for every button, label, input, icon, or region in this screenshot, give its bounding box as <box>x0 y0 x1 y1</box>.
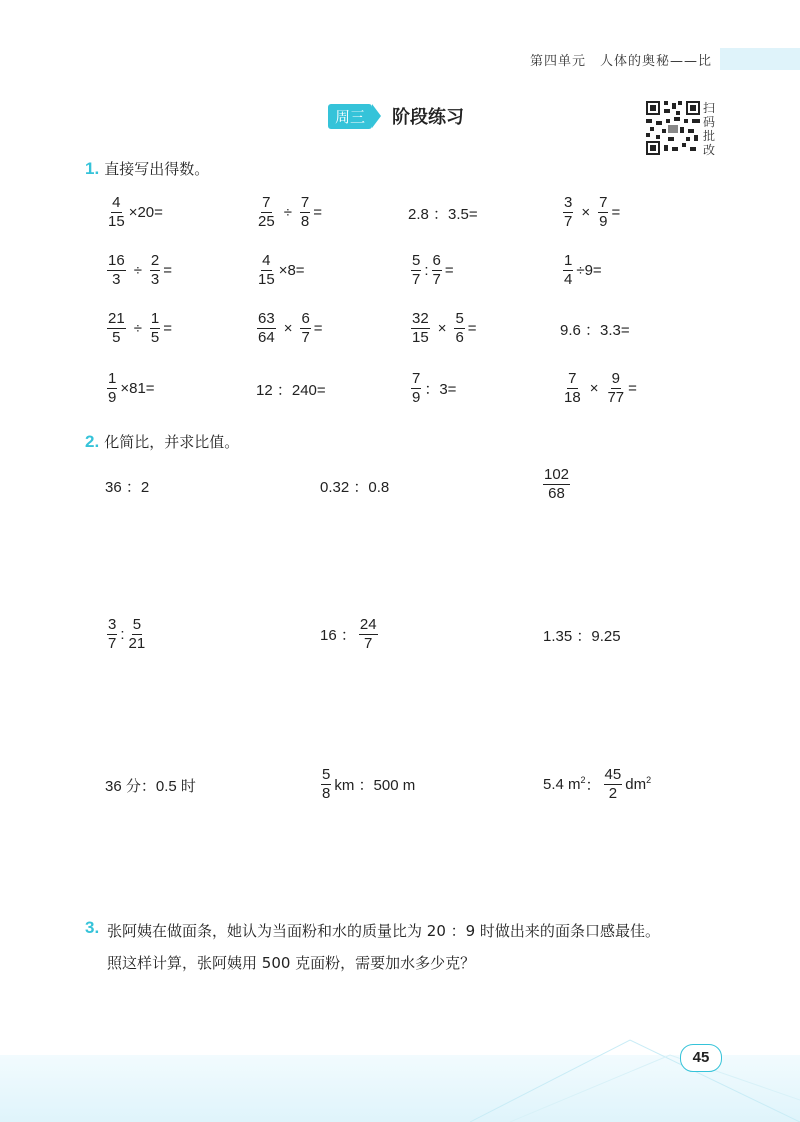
denominator: 7 <box>412 271 421 288</box>
fraction <box>543 467 570 502</box>
operator: : <box>120 626 125 643</box>
numerator: 45 <box>604 766 622 783</box>
fraction <box>300 311 310 346</box>
fraction <box>411 311 430 346</box>
exercise-item: 12 ：240= <box>256 382 326 399</box>
denominator: 77 <box>607 389 625 406</box>
equals-sign: = <box>444 262 454 279</box>
numerator: 7 <box>412 370 421 387</box>
qr-code-icon[interactable] <box>646 101 700 155</box>
footer-decoration <box>470 1030 800 1122</box>
exercise-item <box>318 767 415 802</box>
exercise-item: 9.6 ：3.3= <box>560 322 630 339</box>
exercise-item <box>408 371 456 406</box>
operator: × <box>437 320 447 337</box>
day-tag: 周三 <box>328 104 372 129</box>
fraction <box>107 371 117 406</box>
superscript: 2 <box>580 774 586 785</box>
header-accent-bar <box>720 48 800 70</box>
exercise-item <box>104 617 149 652</box>
numerator: 3 <box>564 194 573 211</box>
operator: ： <box>585 777 601 794</box>
exercise-item <box>104 371 155 406</box>
numerator: 32 <box>412 310 429 327</box>
exercise-item: 2.8 ：3.5= <box>408 206 478 223</box>
numerator: 5 <box>132 616 142 633</box>
exercise-item: 36 ：2 <box>105 479 150 496</box>
equals-sign: = <box>163 262 173 279</box>
fraction <box>128 617 147 652</box>
fraction <box>107 195 126 230</box>
equals-sign: = <box>611 204 621 221</box>
numerator: 7 <box>300 194 310 211</box>
qr-label-char: 改 <box>703 143 716 157</box>
equals-sign: = <box>163 320 173 337</box>
exercise-item <box>560 253 602 288</box>
denominator: 7 <box>108 635 117 652</box>
denominator: 64 <box>258 329 275 346</box>
operator: ÷ <box>283 204 292 221</box>
fraction <box>604 767 623 802</box>
denominator: 5 <box>150 329 160 346</box>
expression-text: ：3= <box>424 381 457 398</box>
denominator: 15 <box>108 213 125 230</box>
numerator: 9 <box>611 370 620 387</box>
question-text-line: 照这样计算，张阿姨用 500 克面粉，需要加水多少克？ <box>107 954 476 972</box>
qr-label-char: 扫 <box>703 101 716 115</box>
denominator: 3 <box>150 271 160 288</box>
question-number: 1. <box>85 159 100 178</box>
expression-text: ÷9= <box>576 262 602 279</box>
numerator: 7 <box>262 194 271 211</box>
question-number: 3. <box>85 918 100 937</box>
fraction <box>563 195 573 230</box>
expression-text: ×8= <box>278 262 305 279</box>
expression-text: 5.4 m <box>543 776 581 793</box>
numerator: 5 <box>322 766 331 783</box>
qr-label <box>703 101 717 157</box>
numerator: 63 <box>258 310 275 327</box>
fraction <box>432 253 442 288</box>
numerator: 1 <box>564 252 573 269</box>
numerator: 24 <box>359 616 377 633</box>
exercise-item <box>560 371 637 406</box>
fraction <box>563 253 573 288</box>
denominator: 21 <box>128 635 146 652</box>
exercise-item: 36 分：0.5 时 <box>105 778 196 795</box>
denominator: 25 <box>258 213 275 230</box>
fraction <box>257 253 276 288</box>
equals-sign: = <box>313 204 323 221</box>
denominator: 7 <box>301 329 310 346</box>
fraction <box>300 195 310 230</box>
numerator: 16 <box>108 252 125 269</box>
numerator: 1 <box>150 310 160 327</box>
unit-title: 第四单元 人体的奥秘——比 <box>529 54 712 69</box>
denominator: 2 <box>608 785 618 802</box>
equals-sign: = <box>467 320 477 337</box>
numerator: 4 <box>112 194 121 211</box>
exercise-item <box>254 311 323 346</box>
fraction <box>321 767 331 802</box>
operator: × <box>283 320 293 337</box>
denominator: 15 <box>412 329 429 346</box>
fraction <box>606 371 625 406</box>
fraction <box>598 195 608 230</box>
exercise-item <box>543 767 651 802</box>
expression-text: 16 ： <box>320 627 356 644</box>
exercise-item <box>104 195 163 230</box>
page-number: 45 <box>680 1044 722 1072</box>
fraction <box>411 371 421 406</box>
numerator: 7 <box>568 370 577 387</box>
qr-label-char: 批 <box>703 129 716 143</box>
fraction <box>411 253 421 288</box>
denominator: 8 <box>322 785 331 802</box>
numerator: 5 <box>412 252 421 269</box>
exercise-item <box>408 253 454 288</box>
equals-sign: = <box>628 380 637 397</box>
numerator: 2 <box>150 252 160 269</box>
expression-text: ×81= <box>120 380 155 397</box>
equals-sign: = <box>313 320 323 337</box>
operator: ÷ <box>133 262 142 279</box>
denominator: 8 <box>300 213 310 230</box>
question-3-text <box>107 915 727 979</box>
question-1-heading <box>85 158 209 179</box>
denominator: 9 <box>412 389 421 406</box>
denominator: 68 <box>548 485 565 502</box>
question-3-number-wrap <box>85 918 99 938</box>
numerator: 7 <box>599 194 608 211</box>
question-text: 直接写出得数。 <box>104 160 210 178</box>
exercise-item <box>104 311 172 346</box>
fraction <box>150 311 160 346</box>
superscript: 2 <box>646 774 652 785</box>
exercise-item <box>560 195 620 230</box>
denominator: 7 <box>364 635 373 652</box>
exercise-item <box>104 253 172 288</box>
fraction <box>454 311 464 346</box>
fraction <box>563 371 582 406</box>
exercise-item: 0.32 ：0.8 <box>320 479 390 496</box>
fraction <box>150 253 160 288</box>
denominator: 7 <box>432 271 441 288</box>
exercise-item: 1.35 ：9.25 <box>543 628 621 645</box>
expression-text: ×20= <box>128 204 163 221</box>
numerator: 21 <box>108 310 125 327</box>
question-text-line: 张阿姨在做面条，她认为当面粉和水的质量比为 20 ：9 时做出来的面条口感最佳。 <box>107 922 660 940</box>
denominator: 5 <box>112 329 121 346</box>
denominator: 9 <box>108 389 117 406</box>
fraction <box>257 311 276 346</box>
question-text: 化简比，并求比值。 <box>104 433 240 451</box>
exercise-item <box>540 467 573 502</box>
numerator: 102 <box>544 466 570 483</box>
exercise-item <box>254 253 305 288</box>
denominator: 3 <box>112 271 121 288</box>
denominator: 4 <box>564 271 573 288</box>
denominator: 6 <box>455 329 464 346</box>
denominator: 15 <box>258 271 275 288</box>
denominator: 7 <box>564 213 573 230</box>
fraction <box>107 311 126 346</box>
qr-label-char: 码 <box>703 115 716 129</box>
operator: × <box>581 204 591 221</box>
question-2-heading <box>85 431 239 452</box>
exercise-item <box>408 311 477 346</box>
fraction <box>107 617 117 652</box>
section-title <box>328 103 464 129</box>
operator: × <box>589 380 599 397</box>
numerator: 1 <box>108 370 117 387</box>
page-title: 阶段练习 <box>392 107 465 128</box>
denominator: 9 <box>599 213 608 230</box>
fraction <box>107 253 126 288</box>
numerator: 4 <box>262 252 271 269</box>
numerator: 3 <box>108 616 117 633</box>
numerator: 5 <box>455 310 464 327</box>
fraction <box>257 195 276 230</box>
exercise-item <box>254 195 322 230</box>
fraction <box>359 617 378 652</box>
denominator: 18 <box>564 389 581 406</box>
numerator: 6 <box>301 310 310 327</box>
exercise-item <box>320 617 381 652</box>
question-number: 2. <box>85 432 100 451</box>
operator: : <box>424 262 429 279</box>
operator: ÷ <box>133 320 142 337</box>
numerator: 6 <box>432 252 441 269</box>
unit-text: dm <box>625 776 647 793</box>
expression-text: km ：500 m <box>334 777 416 794</box>
